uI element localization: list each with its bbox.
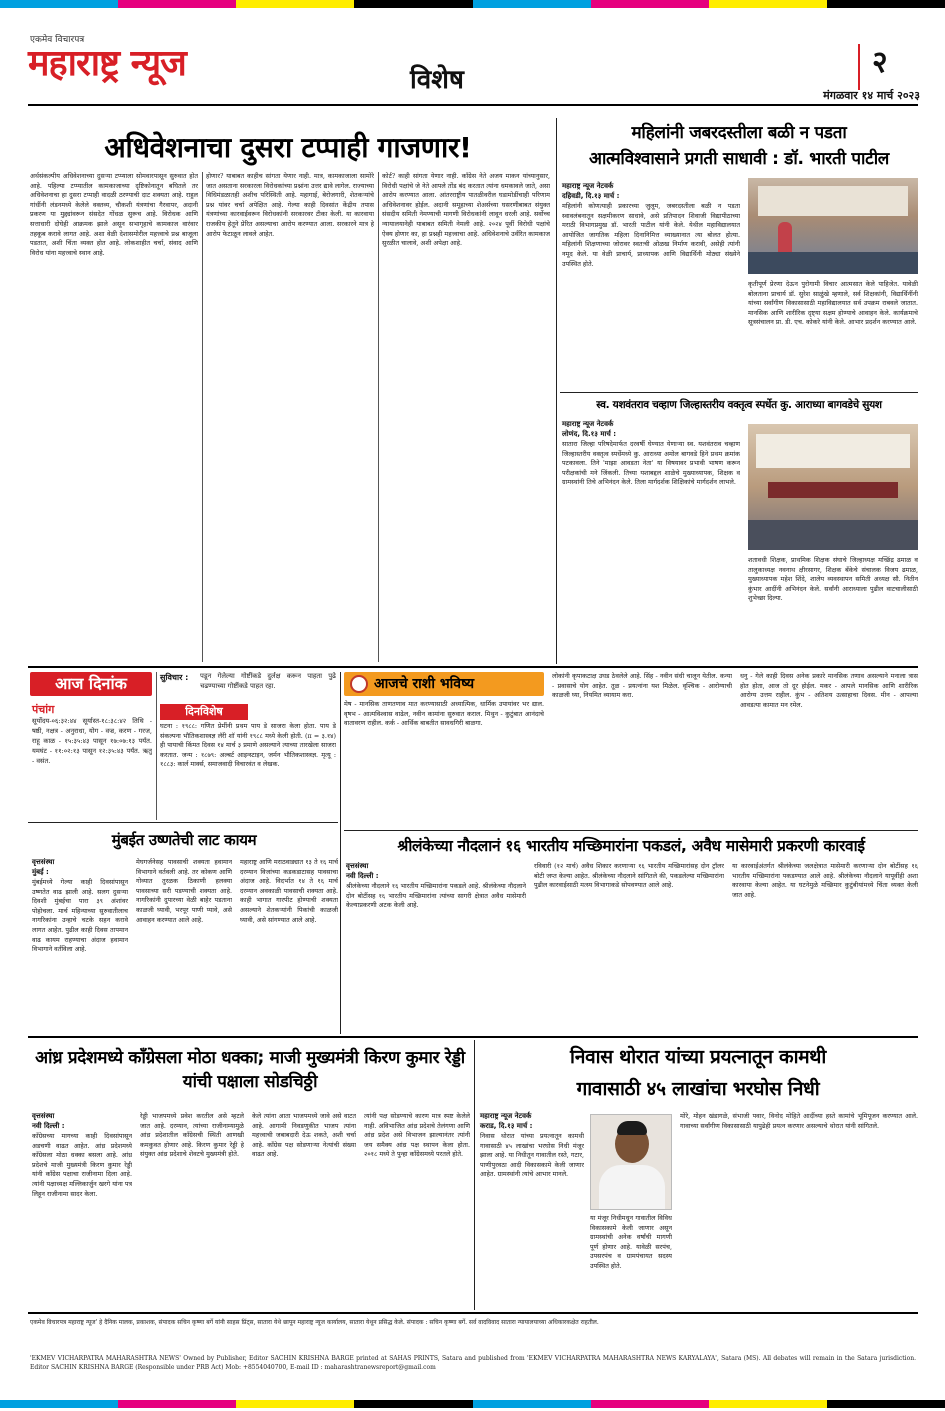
zodiac-wheel-icon [350, 675, 368, 693]
column-divider [202, 172, 203, 662]
andhra-dateline: नवी दिल्ली : [32, 1122, 65, 1130]
masthead-brand: महाराष्ट्र न्यूज [28, 43, 186, 84]
kamthi-portrait [590, 1114, 672, 1210]
section-divider [340, 672, 341, 1034]
mumbai-headline: मुंबईत उष्णतेची लाट कायम [111, 831, 257, 849]
footer-imprint-marathi: एकमेव विचारपत्र महाराष्ट्र न्यूज' हे दैनिक मालक, प्रकाशक, संपादक सचिन कृष्णा बर्गे यांनी साहस प्रिंट्स, सातारा येथे छापून महाराष्ट्र न्यूज कार्यालय, सातारा येथून प्रसिद्ध केले. संपादक : सचिन कृष्णा बर्गे. सर्व वादविवाद सातारा न्यायालयाच्या अधिकारकक्षेत राहतील. [30, 1319, 599, 1326]
lead-column-3: कोर्ट? काही सांगता येणार नाही. काँग्रेस नेते अजय माकन यांच्यानुसार, विरोधी पक्षांचे जे नेते आपले तोंड बंद करतात त्यांना धमकावले जाते, असा आरोप करण्यात आला. आंतरराष्ट्रीय पातळीवरील घडामोडींचाही परिणाम अधिवेशनावर होईल. अदानी समूहाच्या शेअर्सच्या घसरणीबाबत संयुक्त संसदीय समिती नेमण्याची मागणी विरोधकांनी लावून धरली आहे. सर्वोच्च न्यायालयानेही याबाबत समिती नेमली आहे. २०२४ पूर्वी विरोधी पक्षांचे ऐक्य होणार का, हा प्रश्नही महत्त्वाचा आहे. अधिवेशनाचे उर्वरित कामकाज सुरळीत चालावे, अशी अपेक्षा आहे. [382, 172, 550, 248]
mumbai-body-1: मुंबईमध्ये गेल्या काही दिवसांपासून उष्णतेत वाढ झाली आहे. सलग दुसऱ्या दिवशी मुंबईचा पारा ३९ अंशांवर पोहोचला. मार्च महिन्याच्या सुरुवातीलाच नागरिकांना उन्हाचे चटके सहन करावे लागत आहेत. पुढील काही दिवस तापमान वाढ कायम राहण्याचा अंदाज हवामान विभागाने वर्तविला आहे. [32, 878, 128, 954]
lead-column-2: होणार? याबाबत काहीच सांगता येणार नाही. मात्र, कामकाजाला सामोरे जात असताना सरकारला विरोधकांच्या प्रश्नांना उत्तर द्यावे लागेल. राज्याच्या विधिमंडळातही अशीच परिस्थिती आहे. महागाई, बेरोजगारी, शेतकऱ्यांचे प्रश्न यांवर चर्चा अपेक्षित आहे. गेल्या काही दिवसांत केंद्रीय तपास यंत्रणांच्या कारवाईवरून विरोधकांनी सरकारवर टीका केली. या कारवाया राजकीय हेतूने प्रेरित असल्याचा आरोप करण्यात आला. सरकारने मात्र हे आरोप फेटाळून लावले आहेत. [206, 172, 374, 238]
andhra-body-2: रेड्डी भाजपमध्ये प्रवेश करतील असे म्हटले जात आहे. दरम्यान, त्यांच्या राजीनाम्यामुळे आंध्र प्रदेशातील काँग्रेसची स्थिती आणखी कमकुवत होणार आहे. किरण कुमार रेड्डी हे संयुक्त आंध्र प्रदेशाचे शेवटचे मुख्यमंत्री होते. [140, 1112, 244, 1159]
page-no-divider [858, 44, 860, 90]
fishermen-dateline: नवी दिल्ली : [346, 872, 379, 880]
section-rule [28, 666, 918, 668]
mumbai-body-2: मेघगर्जनेसह पावसाची शक्यता हवामान विभागाने वर्तवली आहे. तर कोकण आणि गोव्यात तुरळक ठिकाणी हलक्या पावसाच्या सरी पडण्याची शक्यता आहे. नागरिकांनी दुपारच्या वेळी बाहेर पडताना काळजी घ्यावी, भरपूर पाणी प्यावे, असे आवाहन करण्यात आले आहे. [136, 858, 232, 924]
patil-body-1: महिलांनी कोणत्याही प्रकारच्या जुलूम, जबरदस्तीला बळी न पडता स्वावलंबनातून सक्षमीकरण साधावे, असे प्रतिपादन शिवाजी विद्यापीठाच्या मराठी विभागप्रमुख डॉ. भारती पाटील यांनी केले. येथील महाविद्यालयात आयोजित जागतिक महिला दिनानिमित्त व्याख्यानात त्या बोलत होत्या. महिलांनी शिक्षणाच्या जोरावर स्वतःची ओळख निर्माण करावी, असेही त्यांनी नमूद केले. या वेळी प्राचार्य, प्राध्यापक आणि विद्यार्थिनी मोठ्या संख्येने उपस्थित होते. [562, 202, 740, 268]
patil-body-2: कृतीपूर्ण प्रेरणा देऊन पुरोगामी विचार आत्मसात केले पाहिजेत. यावेळी बोलताना प्राचार्य डॉ. सुरेश साळुंखे म्हणाले, सर्व शिक्षकांनी, विद्यार्थिनींनी यांच्या सर्वांगीण विकासासाठी महाविद्यालयात सर्व उपक्रम राबवले जातात. मानसिक आणि शारीरिक दृष्ट्या सक्षम होण्याचे आवाहन केले. कार्यक्रमाचे सूत्रसंचालन प्रा. डी. एच. कोकरे यांनी केले. आभार प्रदर्शन करण्यात आले. [748, 280, 918, 327]
patil-dateline: दहिवडी, दि.१३ मार्च : [562, 192, 620, 200]
fishermen-body-2: रविवारी (१२ मार्च) अवैध शिकार करणाऱ्या १६ भारतीय मच्छिमारांसह दोन ट्रॉलर बोटी जप्त केल्या आहेत. श्रीलंकेच्या नौदलाने सांगितले की, पकडलेल्या मच्छिमारांना पुढील कारवाईसाठी मत्स्य विभागाकडे सोपवण्यात आले आहे. [534, 862, 724, 890]
dinvishesh-label: दिनविशेष [160, 704, 248, 720]
lead-headline: अधिवेशनाचा दुसरा टप्पाही गाजणार! [104, 131, 472, 164]
footer-imprint-english: 'EKMEV VICHARPATRA MAHARASHTRA NEWS' Owned by Publisher, Editor SACHIN KRISHNA BARGE printed at SAHAS PRINTS, Satara and published from 'EKMEV VICHARPATRA MAHARASHTRA NEWS KARYALAYA', Satara (MS). All debates will remain in the Satara jurisdiction. Editor SACHIN KRISHNA BARGE (Responsible under PRB Act) Mob: +8554040700, E-mail ID : maharashtranewsreport@gmail.com [30, 1355, 916, 1371]
section-divider [556, 118, 557, 664]
mumbai-byline: वृत्तसंस्था [32, 858, 55, 866]
vaktrutva-byline: महाराष्ट्र न्यूज नेटवर्क [562, 420, 614, 428]
patil-headline-2: आत्मविश्वासाने प्रगती साधावी : डॉ. भारती पाटील [588, 149, 890, 169]
issue-date: मंगळवार १४ मार्च २०२३ [823, 89, 920, 102]
section-rule [28, 822, 338, 823]
andhra-body-1: काँग्रेसच्या मागच्या काही दिवसांपासून अडचणी वाढत आहेत. आंध्र प्रदेशमध्ये काँग्रेसला मोठा धक्का बसला आहे. आंध्र प्रदेशचे माजी मुख्यमंत्री किरण कुमार रेड्डी यांनी काँग्रेस पक्षाचा राजीनामा दिला आहे. त्यांनी पक्षाध्यक्ष मल्लिकार्जुन खरगे यांना पत्र लिहून राजीनामा सादर केला. [32, 1132, 132, 1198]
mumbai-body-3: महाराष्ट्र आणि मराठवाड्यात १३ ते १६ मार्च दरम्यान विजांच्या कडकडाटासह पावसाचा अंदाज आहे. विदर्भात १४ ते १६ मार्च दरम्यान अवकाळी पावसाची शक्यता आहे. काही भागात गारपीट होण्याची शक्यता असल्याने शेतकऱ्यांनी पिकांची काळजी घ्यावी, असे सांगण्यात आले आहे. [240, 858, 338, 924]
vaktrutva-body-1: सातारा जिल्हा परिषदेमार्फत दरवर्षी घेण्यात येणाऱ्या स्व. यशवंतराव चव्हाण जिल्हास्तरीय वक्तृत्व स्पर्धेमध्ये कु. आराध्या अमोल बागवडे हिने प्रथम क्रमांक पटकावला. तिने 'माझा आवडता नेता' या विषयावर प्रभावी भाषण करून परीक्षकांची मने जिंकली. तिच्या यशाबद्दल शाळेचे मुख्याध्यापक, शिक्षक व ग्रामस्थांनी तिचे अभिनंदन केले. तिला मार्गदर्शक शिक्षिकांचे मार्गदर्शन लाभले. [562, 440, 740, 487]
andhra-body-4: त्यांनी पक्ष सोडण्याचे कारण मात्र स्पष्ट केलेले नाही. अविभाजित आंध्र प्रदेशचे तेलंगणा आणि आंध्र प्रदेश असे विभाजन झाल्यानंतर त्यांनी जय समैक्य आंध्र पक्ष स्थापन केला होता. २०१८ मध्ये ते पुन्हा काँग्रेसमध्ये परतले होते. [364, 1112, 470, 1159]
kamthi-byline: महाराष्ट्र न्यूज नेटवर्क [480, 1112, 532, 1120]
kamthi-body-3: मोरे, मोहन खंडागळे, संभाजी पवार, विनोद मोहिते आदींच्या हस्ते कामांचे भूमिपूजन करण्यात आले. गावाच्या सर्वांगीण विकासासाठी यापुढेही प्रयत्न करणार असल्याचे थोरात यांनी सांगितले. [680, 1112, 918, 1130]
vaktrutva-body-2: शतावधी शिक्षक, प्राथमिक शिक्षक संघाचे जिल्हाध्यक्ष मच्छिंद्र ढमाळ व तालुकाध्यक्ष नवनाथ क्षीरसागर, शिक्षक बँकेचे संचालक विजय ढमाळ, मुख्याध्यापक महेश शिंदे, शालेय व्यवस्थापन समिती अध्यक्ष सौ. नितीन कुंभार आदींनी अभिनंदन केले. सर्वांनी आराध्याला पुढील वाटचालीसाठी शुभेच्छा दिल्या. [748, 556, 918, 603]
patil-event-photo [748, 178, 918, 274]
rashi-body-3: धनु - गेले काही दिवस अनेक प्रकारे मानसिक तणाव असल्याने मनाला त्रास होत होता, आज तो दूर होईल. मकर - आपले मानसिक आणि शारीरिक आरोग्य उत्तम राहील. कुंभ - अतिशय उत्साहाचा दिवस. मीन - आपल्या आवडत्या कामात मन रमेल. [740, 672, 918, 709]
mumbai-dateline: मुंबई : [32, 868, 49, 876]
kamthi-dateline: कराड, दि.१३ मार्च : [480, 1122, 533, 1130]
registration-bar-top [0, 0, 945, 8]
vaktrutva-headline: स्व. यशवंतराव चव्हाण जिल्हास्तरीय वक्तृत्व स्पर्धेत कु. आराध्या बागवडेचे सुयश [596, 399, 882, 411]
kamthi-headline-1: निवास थोरात यांच्या प्रयत्नातून कामथी [569, 1046, 827, 1068]
story-divider [560, 392, 918, 393]
rashi-body-1: मेष - मानसिक ताणतणाव मात करण्यासाठी अध्यात्मिक, धार्मिक उपायांवर भर द्याल. वृषभ - आत्मविश्वास वाढेल, नवीन कामांना सुरुवात कराल. मिथुन - कुटुंबात आनंदाचे वातावरण राहील. कर्क - आर्थिक बाबतीत सावधगिरी बाळगा. [344, 700, 544, 728]
kamthi-headline-2: गावासाठी ४५ लाखांचा भरघोस निधी [576, 1078, 820, 1100]
registration-bar-bottom [0, 1400, 945, 1408]
rashi-title-box [344, 672, 544, 696]
fishermen-body-1: श्रीलंकेच्या नौदलाने १६ भारतीय मच्छिमारांना पकडले आहे. श्रीलंकेच्या नौदलाने दोन बोटींसह १६ भारतीय मच्छिमारांना त्यांच्या सागरी क्षेत्रात अवैध मासेमारी केल्याप्रकरणी अटक केली आहे. [346, 882, 526, 910]
rashi-body-2: लोकांनी कृपाकटाक्ष उघड ठेवलेले आहे. सिंह - नवीन संधी चालून येतील. कन्या - प्रवासाचे योग आहेत. तूळ - प्रयत्नांना यश मिळेल. वृश्चिक - आरोग्याची काळजी घ्या, नियमित व्यायाम करा. [552, 672, 732, 700]
aaj-dinank-title: आज दिनांक [30, 672, 152, 696]
patil-headline-1: महिलांनी जबरदस्तीला बळी न पडता [631, 123, 847, 143]
panchang-text: सूर्योदय-०६:३२:४४ सूर्यास्त-१८:३८:४२ तिथि - षष्ठी, नक्षत्र - अनुराधा, योग - वज्र, करण - गरज, राहू काळ - १५:३५:४३ पासून १७:०७:१३ पर्यंत. यमघंट - ११:०२:१३ पासून १२:३५:४३ पर्यंत. ऋतु - वसंत. [32, 717, 152, 765]
section-rule [28, 1036, 918, 1038]
suvichar-label: सुविचार : [160, 673, 189, 682]
vaktrutva-dateline: लोणंद, दि.१३ मार्च : [562, 430, 617, 438]
masthead-tagline: एकमेव विचारपत्र [30, 35, 85, 45]
section-divider [474, 1040, 475, 1310]
column-divider [156, 672, 157, 820]
kamthi-body-1: निवास थोरात यांच्या प्रयत्नातून कामथी गावासाठी ४५ लाखांचा भरघोस निधी मंजूर झाला आहे. या निधीतून गावातील रस्ते, गटार, पाणीपुरवठा आदी विकासकामे केली जाणार आहेत. ग्रामस्थांनी त्यांचे आभार मानले. [480, 1132, 584, 1179]
andhra-body-3: केले त्यांना आता भाजपमध्ये जावे असे वाटत आहे. आगामी निवडणुकीत भाजप त्यांना महत्त्वाची जबाबदारी देऊ शकते, अशी चर्चा आहे. काँग्रेस पक्ष सोडणाऱ्या नेत्यांची संख्या वाढत आहे. [252, 1112, 356, 1159]
vaktrutva-event-photo [748, 424, 918, 550]
footer-rule [28, 1312, 918, 1314]
andhra-headline: आंध्र प्रदेशमध्ये कॉंग्रेसला मोठा धक्का; माजी मुख्यमंत्री किरण कुमार रेड्डी यांची पक्षाला सोडचिठ्ठी [35, 1048, 465, 1092]
column-divider [378, 172, 379, 662]
section-rule [344, 830, 918, 831]
panchang-label: पंचांग [32, 703, 55, 716]
page-number: २ [872, 45, 888, 80]
fishermen-headline: श्रीलंकेच्या नौदलानं १६ भारतीय मच्छिमारांना पकडलं, अवैध मासेमारी प्रकरणी कारवाई [397, 837, 865, 855]
kamthi-body-2: या मंजूर निधीमधून गावातील विविध विकासकामे केली जाणार असून ग्रामस्थांची अनेक वर्षांची मागणी पूर्ण होणार आहे. यावेळी सरपंच, उपसरपंच व ग्रामपंचायत सदस्य उपस्थित होते. [590, 1214, 672, 1270]
rashi-title: आजचे राशी भविष्य [374, 676, 475, 692]
fishermen-byline: वृत्तसंस्था [346, 862, 369, 870]
patil-byline: महाराष्ट्र न्यूज नेटवर्क [562, 182, 614, 190]
fishermen-body-3: या कारवाईअंतर्गत श्रीलंकेच्या जलक्षेत्रात मासेमारी करणाऱ्या दोन बोटींसह १६ भारतीय मच्छिमारांना पकडण्यात आले आहे. श्रीलंकेच्या नौदलाने यापूर्वीही अशा कारवाया केल्या आहेत. या घटनेमुळे मच्छिमार कुटुंबीयांमध्ये चिंता व्यक्त केली जात आहे. [732, 862, 918, 899]
andhra-byline: वृत्तसंस्था [32, 1112, 55, 1120]
section-title: विशेष [410, 65, 464, 95]
masthead-rule [28, 104, 918, 106]
lead-column-1: अर्थसंकल्पीय अधिवेशनाच्या दुसऱ्या टप्प्याला सोमवारपासून सुरुवात होत आहे. पहिल्या टप्प्यातील कामकाजाच्या दृष्टिकोनातून बघितले तर अधिवेशनाचा हा दुसरा टप्पाही वादळी ठरण्याची दाट शक्यता आहे. राहुल गांधींनी लंडनमध्ये केलेले वक्तव्य, चौकशी यंत्रणांचा गैरवापर, अदानी प्रकरण या मुद्द्यांवरून संसदेत गोंधळ सुरूच आहे. विरोधक आणि सत्ताधारी दोघेही आक्रमक झाले असून सभागृहाचे कामकाज वारंवार तहकूब करावे लागत आहे. अशा वेळी देशासमोरील महत्त्वाचे प्रश्न बाजूला पडतात, अशी चिंता व्यक्त होत आहे. लोकशाहीत चर्चा, संवाद आणि विरोध यांना महत्त्वाचे स्थान आहे. [30, 172, 198, 257]
dinvishesh-text: घटना : १९८८: गणित प्रेमींनी प्रथम पाय डे साजरा केला होता. पाय डे संकल्पना भौतिकशास्त्रज्ञ लॅरी शॉ यांनी १९८८ मध्ये केली होती. (π = ३.१४) ही पायाची किंमत दिवस १४ मार्च ३ प्रमाणे असल्याने त्याच्या तारखेला साजरा करतात. जन्म : १८७९: अल्बर्ट आइन्स्टाइन, जर्मन भौतिकशास्त्रज्ञ. मृत्यू : १८८३: कार्ल मार्क्स, समाजवादी विचारवंत व लेखक. [160, 722, 336, 769]
suvichar-text: पडून गेलेल्या गोष्टींकडे दुर्लक्ष करून पाहता पुढे चढण्याच्या गोष्टींकडे पाहत रहा. [200, 672, 336, 690]
